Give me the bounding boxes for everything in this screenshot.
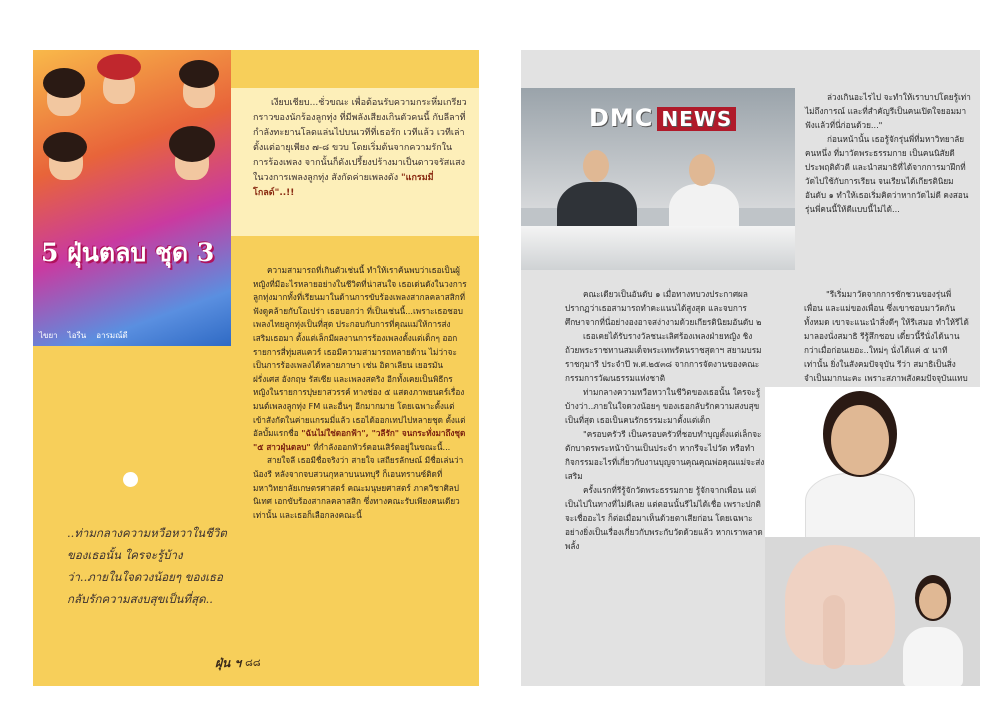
news-logo [589, 104, 736, 132]
portrait-face [831, 405, 889, 475]
female-anchor-head [689, 154, 715, 186]
singer-hat-2 [97, 54, 141, 80]
intro-text: เงียบเชียบ...ชั่วขณะ เพื่อต้อนรับความกระหึ่มเกรียวกราวของนักร้องลูกทุ่ง ที่มีพลังเสียงเกินตัวคนนี้ กับลีลาที่กำลังทะยานโลดแล่นไปบนเวทีที่เธอรัก เวทีแล้ว เวทีเล่า ตั้งแต่อายุเพียง ๗-๘ ขวบ โดยเริ่มต้นจากความรักในการร้องเพลง จากนั้นก็ดังเปรี้ยงปร้างมาเป็นดาวจรัสแสง ในวงการเพลงลูกทุ่ง สังกัดค่ายเพลงดัง [253, 98, 467, 183]
news-logo-label: NEWS [657, 107, 736, 131]
portrait-photo [765, 387, 980, 537]
singer-hair-5 [169, 126, 215, 162]
singer-hair-3 [179, 60, 219, 88]
intro-paragraph [253, 96, 467, 201]
article-paragraph: "รีเริ่มมาวัดจากการชักชวนของรุ่นพี่ เพื่อน และแม่ของเพื่อน ซึ่งเขาชอบมาวัดกันทั้งหมด เขาจะแนะนำสิ่งดีๆ ให้รีเสมอ ทำให้รีได้มาลองนั่งสมาธิ รีรู้สึกชอบ เดี๋ยวนี้รีนั่งได้นานกว่าเมื่อก่อนเยอะ..ใหม่ๆ นั่งได้แค่ ๕ นาที เท่านั้น ยิ่งในสังคมปัจจุบัน รีว่า สมาธิเป็นสิ่งจำเป็นมากนะคะ เพราะสภาพสังคมปัจจุบันแทบ [804, 289, 969, 383]
main-article-text [253, 264, 467, 522]
intro-highlight: "แกรมมี่ โกลด์"..!! [253, 173, 434, 198]
album-footer-name: ไขยา [39, 331, 58, 340]
album-title: 5 ฝุ่นตลบ ชุด 3 [41, 238, 215, 267]
left-page [33, 50, 479, 686]
male-anchor-head [583, 150, 609, 182]
article-paragraph: เธอเคยได้รับรางวัลชนะเลิศร้องเพลงฝ่ายหญิง ชิงถ้วยพระราชทานสมเด็จพระเทพรัตนราชสุดาฯ สยามบรมราชกุมารี ประจำปี พ.ศ.๒๕๓๘ จากการจัดงานของคณะกรรมการวัฒนธรรมแห่งชาติ [565, 331, 762, 383]
intro-box [231, 88, 479, 236]
article-paragraph [253, 264, 467, 454]
woman-figure [903, 627, 963, 686]
album-footer-name: ไอรีน [67, 331, 87, 340]
album-names: "ฉันไม่ใช่ดอกฟ้า", "วลีรัก" จนกระทั่งมาถึงชุด "๕ สาวฝุ่นตลบ" [253, 428, 466, 452]
text-column-left [565, 287, 765, 553]
news-studio-photo [521, 88, 795, 270]
article-paragraph: สายใจลี เธอมีชื่อจริงว่า สายใจ เสถียรลักษณ์ มีชื่อเล่นว่า น้องรี หลังจากจบสวนกุหลาบนนทบุรี ก็เอนทรานซ์ติดที่มหาวิทยาลัยเกษตรศาสตร์ คณะมนุษยศาสตร์ ภาควิชาศิลปนิเทศ เอกขับร้องสากลคลาสสิก ซึ่งทางคณะรับเพียงคนเดียวเท่านั้น และเธอก็เลือกลงคณะนี้ [253, 455, 464, 520]
album-footer [39, 329, 227, 342]
singer-hair-4 [43, 132, 87, 162]
elephant-trunk [823, 595, 845, 669]
album-footer-name: อารมณ์ดี [96, 331, 128, 340]
right-page [521, 50, 980, 686]
article-paragraph: คณะเดียวเป็นอันดับ ๑ เมื่อทางทบวงประกาศผล ปรากฏว่าเธอสามารถทำคะแนนได้สูงสุด และจบการศึกษาจากที่นี่อย่างองอาจสง่างามด้วยเกียรตินิยมอันดับ ๒ [565, 289, 762, 327]
portrait-body [805, 473, 915, 537]
woman-face [919, 583, 947, 619]
page-number: ๘๘ [245, 658, 261, 669]
article-paragraph: ล่วงเกินอะไรไป จะทำให้เราบาปโดยรู้เท่าไม่ถึงการณ์ และที่สำคัญรีเป็นคนเปิดใจยอมมาฟังแล้วที่นี่ก่อนด้วย..." [805, 92, 971, 130]
page-footer [215, 654, 261, 673]
news-desk [521, 226, 795, 270]
article-paragraph: ท่ามกลางความหวือหวาในชีวิตของเธอนั้น ใครจะรู้บ้างว่า..ภายในใจดวงน้อยๆ ของเธอกลับรักความสงบสุขเป็นที่สุด เธอเป็นคนรักธรรมะมาตั้งแต่เด็ก [565, 387, 761, 425]
magazine-logo: ฝุ่น ฯ [215, 656, 242, 670]
text-column-right [804, 287, 972, 385]
pull-quote: ..ท่ามกลางความหวือหวาในชีวิตของเธอนั้น ใครจะรู้บ้างว่า..ภายในใจดวงน้อยๆ ของเธอ กลับรักความสงบสุขเป็นที่สุด.. [67, 526, 227, 606]
right-top-text [805, 90, 973, 216]
singer-hair-1 [43, 68, 85, 98]
album-tail: ที่กำลังออกทัวร์คอนเสิร์ตอยู่ในขณะนี้... [313, 441, 451, 452]
news-logo-brand: DMC [589, 104, 654, 132]
elephant-statue-photo [765, 537, 980, 686]
article-paragraph: ครั้งแรกที่รีรู้จักวัดพระธรรมกาย รู้จักจากเพื่อน แต่เป็นไปในทางที่ไม่ดีเลย แต่ตอนนั้นรีไม่ได้เชื่อ เพราะปกติจะเชื่ออะไร ก็ต่อเมื่อมาเห็นด้วยตาเสียก่อน โดยเฉพาะอย่างยิ่งเป็นเรื่องเกี่ยวกับพระกับวัดด้วยแล้ว หากเราพลาดพลั้ง [565, 485, 763, 551]
article-paragraph: ก่อนหน้านั้น เธอรู้จักรุ่นพี่ที่มหาวิทยาลัยคนหนึ่ง ที่มาวัดพระธรรมกาย เป็นคนนิสัยดี ประพฤติตัวดี และนำสมาธิที่ได้จากการมาฝึกที่วัดไปใช้กับการเรียน จนเรียนได้เกียรตินิยมอันดับ ๑ ทำให้เธอเริ่มคิดว่าหากวัดไม่ดี คงสอนรุ่นพี่คนนี้ให้ดีแบบนี้ไม่ได้... [805, 134, 969, 214]
decorative-dot [123, 472, 138, 487]
article-paragraph-text: ความสามารถที่เกินตัวเช่นนี้ ทำให้เราค้นพบว่าเธอเป็นผู้หญิงที่มีอะไรหลายอย่างในชีวิตที่น่าสนใจ เธอเด่นดังในวงการลูกทุ่งมากทั้งที่เรียนมาในด้านการขับร้องเพลงสากลคลาสสิกที่ฟังดูคล้ายกับโอเปร่า เธอบอกว่า ที่เป็นเช่นนี้...เพราะเธอชอบเพลงไทยลูกทุ่งเป็นที่สุด ประกอบกับการที่คุณแม่ให้การส่งเสริมเธอมา ตั้งแต่เล็กมีผลงานการร้องเพลงตั้งแต่เด็กๆ ออกรายการสี่ทุ่มสแควร์ เธอมีความสามารถหลายด้าน ไม่ว่าจะเป็นการร้องเพลงได้หลายภาษา เช่น อิตาเลียน เยอรมัน ฝรั่งเศส อังกฤษ รัสเซีย และเพลงสตริง อีกทั้งเคยเป็นพิธีกรหญิงในรายการปุษยาสวรรค์ ทางช่อง ๕ แสดงภาพยนตร์เรื่องมนต์เพลงลูกทุ่ง FM และอื่นๆ อีกมากมาย โดยเฉพาะตั้งแต่เข้าสังกัดในค่ายแกรมมี่แล้ว เธอได้ออกเทปไปหลายชุด ตั้งแต่อัลบั้มแรกชื่อ [253, 265, 467, 439]
album-cover-image [33, 50, 231, 346]
article-paragraph: "ครอบครัวรี เป็นครอบครัวที่ชอบทำบุญตั้งแต่เล็กจะตักบาตรพระหน้าบ้านเป็นประจำ หากรีจะไปวัด หรือทำกิจกรรมอะไรที่เกี่ยวกับงานบุญจานคุณคุณพ่อคุณแม่จะส่งเสริม [565, 429, 765, 481]
